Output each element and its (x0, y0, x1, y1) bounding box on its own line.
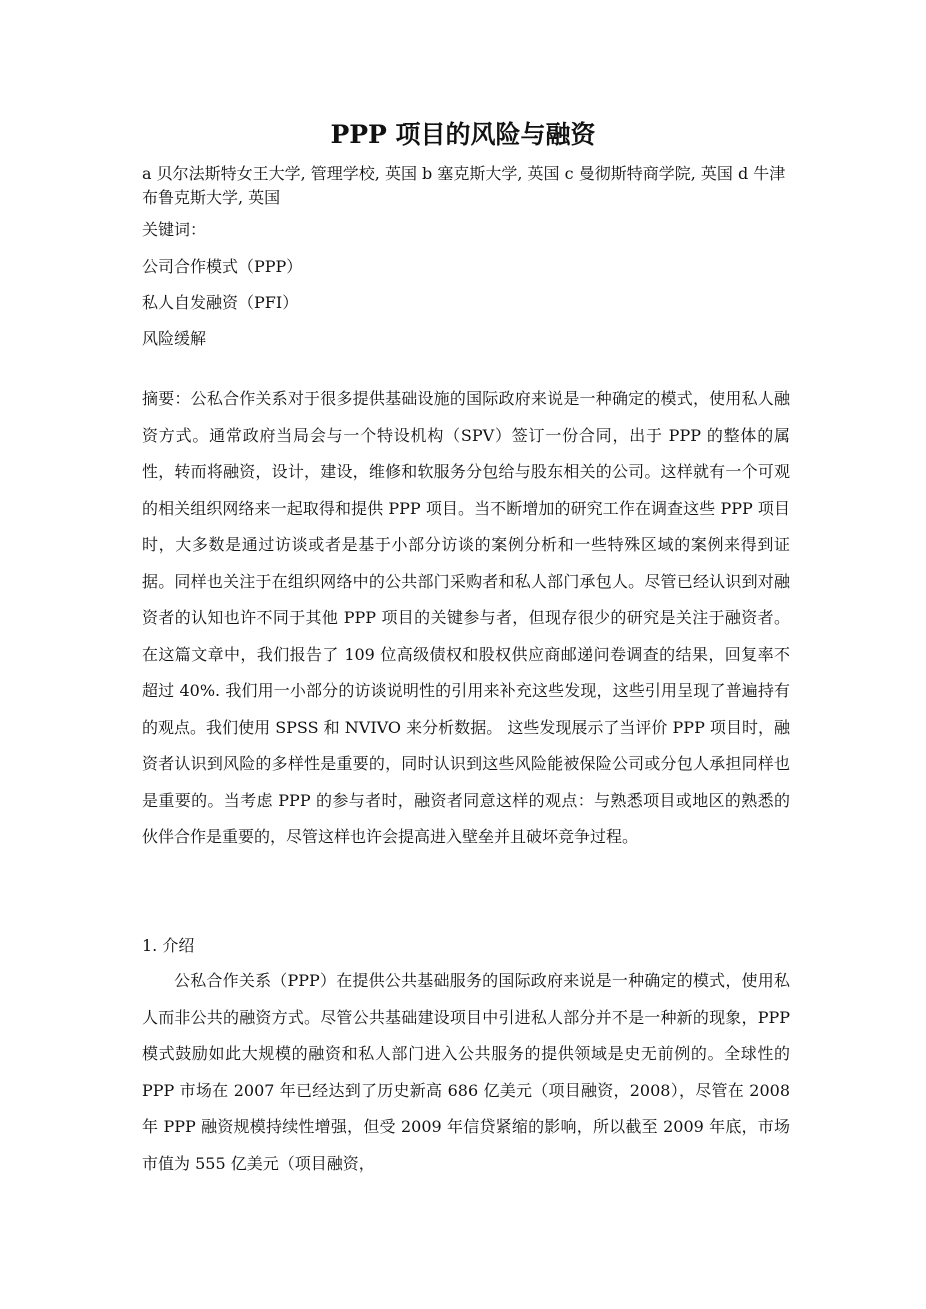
keywords-label: 关键词： (142, 220, 207, 239)
section-heading: 1. 介绍 (142, 936, 195, 955)
keyword-item: 公司合作模式（PPP） (142, 257, 303, 276)
document-title: PPP 项目的风险与融资 (330, 120, 596, 149)
keyword-item: 私人自发融资（PFI） (142, 293, 299, 312)
abstract-paragraph: 摘要：公私合作关系对于很多提供基础设施的国际政府来说是一种确定的模式，使用私人融资方式。通常政府当局会与一个特设机构（SPV）签订一份合同，出于 PPP 的整体的属性，转而将融资，设计，建设，维修和软服务分包给与股东相关的公司。这样就有一个可观的相关组织网络来一起取得和提供 PPP 项目。当不断增加的研究工作在调查这些 PPP 项目时，大多数是通过访谈或者是基于小部分访谈的案例分析和一些特殊区域的案例来得到证据。同样也关注于在组织网络中的公共部门采购者和私人部门承包人。尽管已经认识到对融资者的认知也许不同于其他 PPP 项目的关键参与者，但现存很少的研究是关注于融资者。 在这篇文章中，我们报告了 109 位高级债权和股权供应商邮递问卷调查的结果，回复率不超过 40%. 我们用一小部分的访谈说明性的引用来补充这些发现，这些引用呈现了普遍持有的观点。我们使用 SPSS 和 NVIVO 来分析数据。 这些发现展示了当评价 PPP 项目时，融资者认识到风险的多样性是重要的，同时认识到这些风险能被保险公司或分包人承担同样也是重要的。当考虑 PPP 的参与者时，融资者同意这样的观点：与熟悉项目或地区的熟悉的伙伴合作是重要的，尽管这样也许会提高进入壁垒并且破坏竞争过程。 (142, 389, 790, 846)
keyword-item: 风险缓解 (142, 329, 207, 348)
intro-paragraph: 公私合作关系（PPP）在提供公共基础服务的国际政府来说是一种确定的模式，使用私人而非公共的融资方式。尽管公共基础建设项目中引进私人部分并不是一种新的现象，PPP 模式鼓励如此大规模的融资和私人部门进入公共服务的提供领域是史无前例的。全球性的 PPP 市场在 2007 年已经达到了历史新高 686 亿美元（项目融资，2008），尽管在 2008 年 PPP 融资规模持续性增强，但受 2009 年信贷紧缩的影响，所以截至 2009 年底，市场市值为 555 亿美元（项目融资， (142, 971, 790, 1173)
author-affiliations: a 贝尔法斯特女王大学, 管理学校, 英国 b 塞克斯大学, 英国 c 曼彻斯特商学院, 英国 d 牛津布鲁克斯大学, 英国 (142, 164, 786, 207)
